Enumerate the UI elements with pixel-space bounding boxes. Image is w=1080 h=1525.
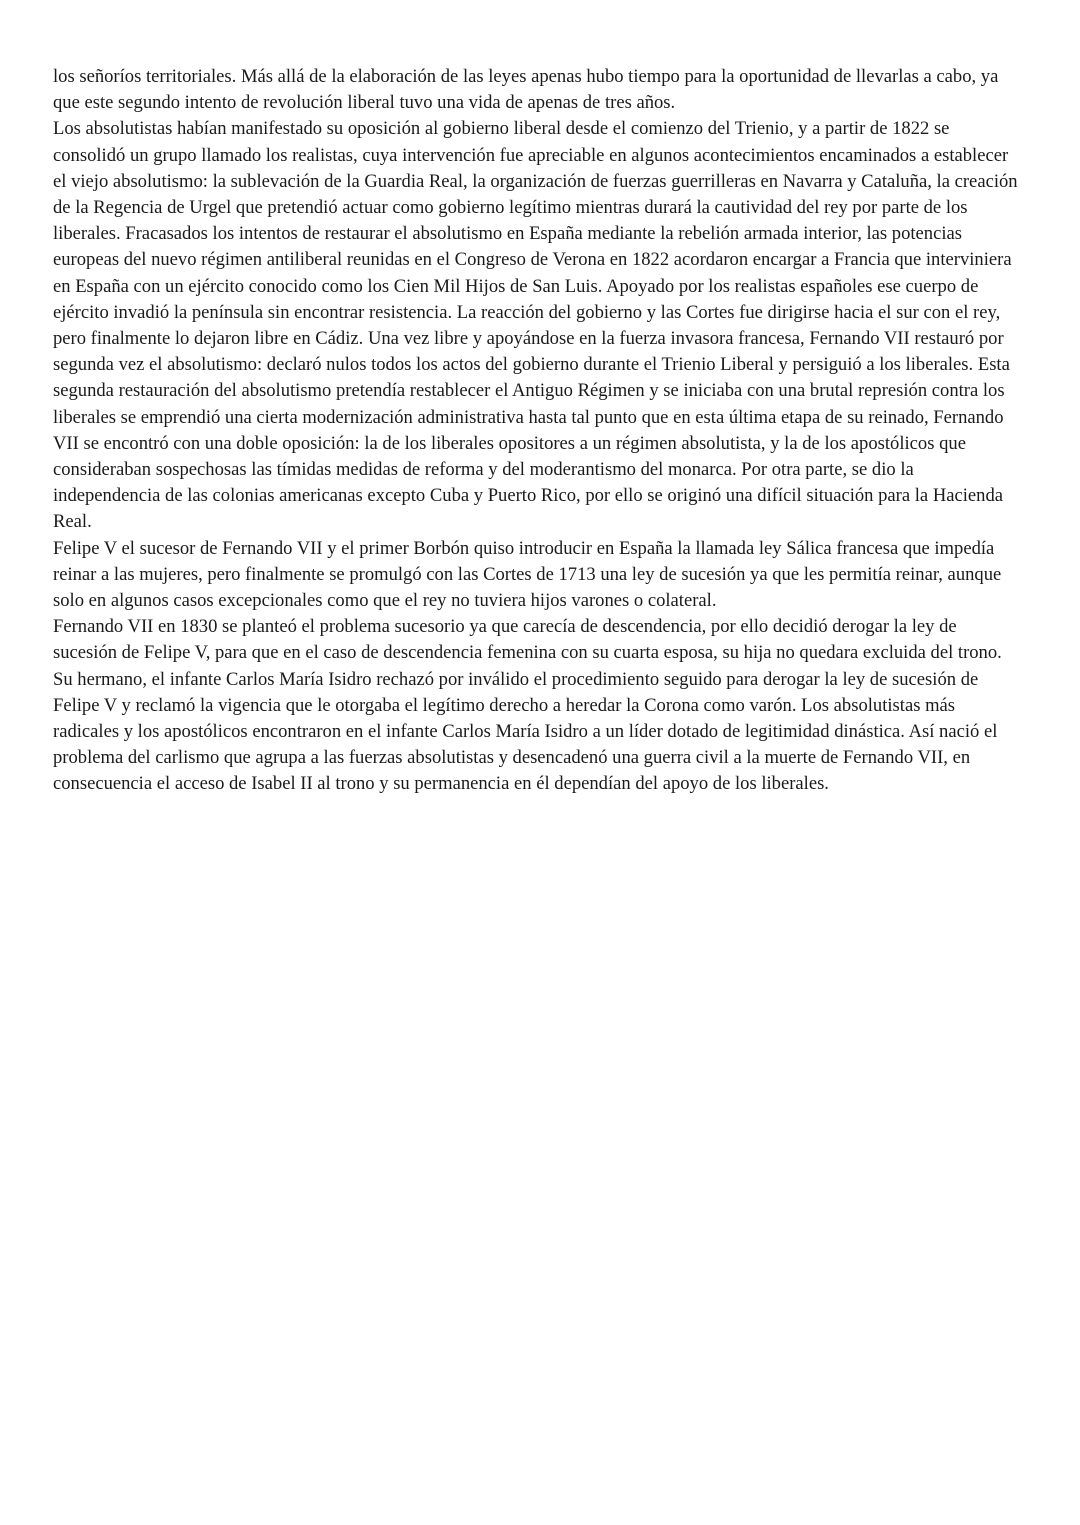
document-page <box>53 64 1021 798</box>
paragraph-4: Fernando VII en 1830 se planteó el problema sucesorio ya que carecía de descendencia, por ello decidió derogar la ley de sucesión de Felipe V, para que en el caso de descendencia femenina con su cuarta esposa, su hija no quedara excluida del trono. Su hermano, el infante Carlos María Isidro rechazó por inválido el procedimiento seguido para derogar la ley de sucesión de Felipe V y reclamó la vigencia que le otorgaba el legítimo derecho a heredar la Corona como varón. Los absolutistas más radicales y los apostólicos encontraron en el infante Carlos María Isidro a un líder dotado de legitimidad dinástica. Así nació el problema del carlismo que agrupa a las fuerzas absolutistas y desencadenó una guerra civil a la muerte de Fernando VII, en consecuencia el acceso de Isabel II al trono y su permanencia en él dependían del apoyo de los liberales. <box>53 616 1002 795</box>
paragraph-1: los señoríos territoriales. Más allá de la elaboración de las leyes apenas hubo tiempo para la oportunidad de llevarlas a cabo, ya que este segundo intento de revolución liberal tuvo una vida de apenas de tres años. <box>53 66 999 114</box>
paragraph-3: Felipe V el sucesor de Fernando VII y el primer Borbón quiso introducir en España la llamada ley Sálica francesa que impedía reinar a las mujeres, pero finalmente se promulgó con las Cortes de 1713 una ley de sucesión ya que les permitía reinar, aunque solo en algunos casos excepcionales como que el rey no tuviera hijos varones o colateral. <box>53 537 1002 612</box>
paragraph-2: Los absolutistas habían manifestado su oposición al gobierno liberal desde el comienzo del Trienio, y a partir de 1822 se consolidó un grupo llamado los realistas, cuya intervención fue apreciable en algunos acontecimientos encaminados a establecer el viejo absolutismo: la sublevación de la Guardia Real, la organización de fuerzas guerrilleras en Navarra y Cataluña, la creación de la Regencia de Urgel que pretendió actuar como gobierno legítimo mientras durará la cautividad del rey por parte de los liberales. Fracasados los intentos de restaurar el absolutismo en España mediante la rebelión armada interior, las potencias europeas del nuevo régimen antiliberal reunidas en el Congreso de Verona en 1822 acordaron encargar a Francia que interviniera en España con un ejército conocido como los Cien Mil Hijos de San Luis. Apoyado por los realistas españoles ese cuerpo de ejército invadió la península sin encontrar resistencia. La reacción del gobierno y las Cortes fue dirigirse hacia el sur con el rey, pero finalmente lo dejaron libre en Cádiz. Una vez libre y apoyándose en la fuerza invasora francesa, Fernando VII restauró por segunda vez el absolutismo: declaró nulos todos los actos del gobierno durante el Trienio Liberal y persiguió a los liberales. Esta segunda restauración del absolutismo pretendía restablecer el Antiguo Régimen y se iniciaba con una brutal represión contra los liberales se emprendió una cierta modernización administrativa hasta tal punto que en esta última etapa de su reinado, Fernando VII se encontró con una doble oposición: la de los liberales opositores a un régimen absolutista, y la de los apostólicos que consideraban sospechosas las tímidas medidas de reforma y del moderantismo del monarca. Por otra parte, se dio la independencia de las colonias americanas excepto Cuba y Puerto Rico, por ello se originó una difícil situación para la Hacienda Real. <box>53 118 1018 533</box>
